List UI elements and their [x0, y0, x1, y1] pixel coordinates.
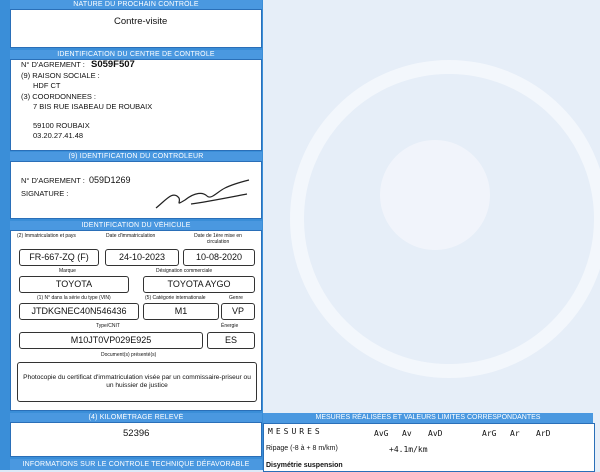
ripage-value: +4.1m/km [389, 445, 428, 454]
energie-field: ES [207, 332, 255, 349]
col-av: Av [402, 429, 412, 438]
date-immat-field: 24-10-2023 [105, 249, 179, 266]
informations-header: INFORMATIONS SUR LE CONTROLE TECHNIQUE DÉFAVORABLE [10, 459, 262, 470]
controleur-agrement-value: 059D1269 [89, 175, 131, 185]
documents-caption: Document(s) présenté(s) [101, 352, 157, 358]
centre-address1: 7 BIS RUE ISABEAU DE ROUBAIX [33, 102, 153, 111]
centre-coord-label: (3) COORDONNEES : [21, 92, 97, 101]
date-immat-caption: Date d'immatriculation [106, 233, 156, 239]
centre-phone: 03.20.27.41.48 [33, 131, 84, 140]
type-field: M10JT0VP029E925 [19, 332, 203, 349]
signature-label: SIGNATURE : [21, 189, 69, 198]
nature-box [10, 9, 262, 48]
date-mise-field: 10-08-2020 [183, 249, 255, 266]
date-mise-caption: Date de 1ère mise en circulation [194, 233, 242, 245]
col-ard: ArD [536, 429, 551, 438]
categorie-caption: (5) Catégorie internationale [145, 295, 206, 301]
documents-field [17, 362, 257, 402]
documents-value: Photocopie du certificat d'immatriculation visée par un commissaire-priseur ou un huissier de justice [23, 374, 251, 389]
kilometrage-header: (4) KILOMÉTRAGE RELEVÉ [10, 413, 262, 422]
col-avd: AvD [428, 429, 443, 438]
mesures-title: MESURES [268, 427, 323, 436]
energie-caption: Énergie [221, 323, 239, 329]
ripage-label: Ripage (-8 à + 8 m/km) [266, 445, 338, 452]
genre-caption: Genre [229, 295, 243, 301]
centre-box [10, 59, 262, 151]
col-ar: Ar [510, 429, 520, 438]
centre-agrement-value: S059F507 [91, 59, 135, 70]
nature-value: Contre-visite [114, 16, 168, 27]
nature-header: NATURE DU PROCHAIN CONTRÔLE [10, 0, 262, 9]
controleur-header: (9) IDENTIFICATION DU CONTRÔLEUR [10, 152, 262, 161]
centre-raison-label: (9) RAISON SOCIALE : [21, 71, 100, 80]
immat-field: FR-667-ZQ (F) [19, 249, 99, 266]
kilometrage-box [10, 422, 262, 457]
disym-label: Disymétrie suspension [266, 462, 343, 469]
vin-caption: (1) N° dans la série du type (VIN) [37, 295, 111, 301]
genre-field: VP [221, 303, 255, 320]
marque-caption: Marque [59, 268, 76, 274]
watermark-center [380, 140, 490, 250]
mesures-header: MESURES RÉALISÉES ET VALEURS LIMITES CORRESPONDANTES [263, 413, 593, 423]
controleur-agrement-label: N° D'AGREMENT : [21, 176, 85, 185]
categorie-field: M1 [143, 303, 219, 320]
col-arg: ArG [482, 429, 497, 438]
mesures-box [263, 423, 595, 472]
designation-field: TOYOTA AYGO [143, 276, 255, 293]
vehicule-header: IDENTIFICATION DU VÉHICULE [10, 221, 262, 230]
immat-caption: (2) Immatriculation et pays [17, 233, 76, 239]
designation-caption: Désignation commerciale [156, 268, 213, 274]
controleur-box [10, 161, 262, 219]
col-avg: AvG [374, 429, 389, 438]
vehicule-box [10, 230, 262, 411]
kilometrage-value: 52396 [123, 428, 150, 439]
type-caption: Type/CNIT [96, 323, 120, 329]
vin-field: JTDKGNEC40N546436 [19, 303, 139, 320]
centre-raison-value: HDF CT [33, 81, 61, 90]
centre-agrement-label: N° D'AGREMENT : [21, 60, 85, 69]
centre-header: IDENTIFICATION DU CENTRE DE CONTRÔLE [10, 50, 262, 59]
signature-drawing [151, 170, 251, 212]
marque-field: TOYOTA [19, 276, 129, 293]
centre-address2: 59100 ROUBAIX [33, 121, 90, 130]
